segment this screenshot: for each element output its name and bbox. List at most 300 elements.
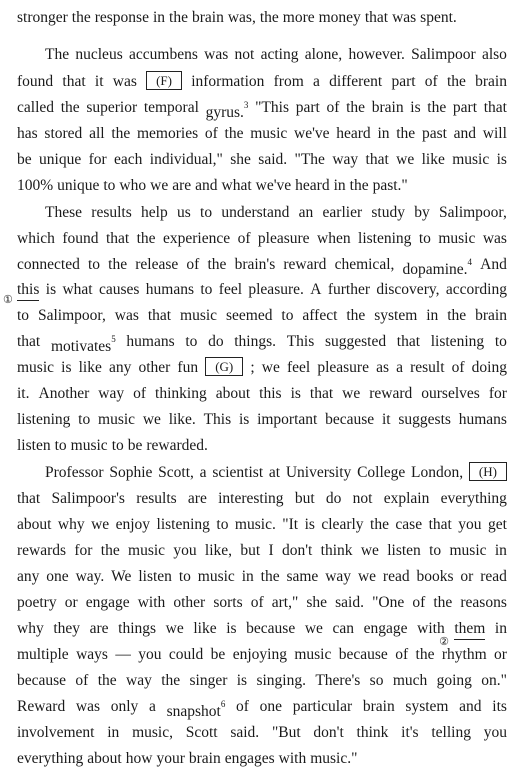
word: we [150, 177, 169, 194]
word: is [410, 99, 421, 116]
word: the [161, 672, 181, 689]
word: was [114, 307, 139, 324]
word: to [54, 437, 67, 454]
word: A [310, 281, 322, 298]
text-line [17, 255, 507, 280]
word: spent. [420, 9, 457, 26]
word: so [369, 672, 384, 689]
word: listen [17, 437, 51, 454]
word: will [482, 125, 507, 142]
word: one [259, 698, 283, 715]
word: engage [363, 620, 408, 637]
word: Salimpoor [411, 46, 476, 63]
word: suggested [324, 333, 387, 350]
word: to [200, 281, 213, 298]
word: the [447, 307, 467, 324]
word: for [88, 151, 107, 168]
word: humans [126, 333, 175, 350]
word: These [45, 204, 83, 221]
word: listening [430, 333, 485, 350]
text-line [45, 203, 507, 223]
word: why [57, 516, 85, 533]
word: scientist [212, 464, 264, 481]
word: way [332, 151, 359, 168]
word: the [259, 9, 279, 26]
word: the [60, 99, 80, 116]
word: it [381, 411, 391, 428]
word: music [17, 359, 55, 376]
word: it's [401, 724, 419, 741]
word: music [294, 646, 332, 663]
word: same [286, 568, 319, 585]
word: do [208, 333, 224, 350]
word: is [236, 672, 248, 689]
word: stored [44, 125, 83, 142]
word: a [148, 698, 156, 715]
underline-number-marker: ② [439, 636, 449, 648]
word: what [221, 177, 252, 194]
word: however. [348, 46, 405, 63]
word: way. [75, 568, 105, 585]
word: she [230, 151, 251, 168]
word: because [17, 672, 67, 689]
word: stronger [17, 9, 68, 26]
word: but [294, 490, 315, 507]
word: discovery, [376, 281, 440, 298]
word: engages [224, 750, 275, 767]
footnote-mark: 3 [243, 100, 249, 110]
word: the [415, 646, 435, 663]
word: only [110, 698, 139, 715]
word: about [215, 385, 251, 402]
word: causes [98, 281, 140, 298]
word: was [482, 230, 507, 247]
word: think [356, 724, 389, 741]
word: we [142, 411, 161, 428]
word: each [114, 151, 143, 168]
word: system [374, 307, 418, 324]
footnote-mark: 4 [467, 257, 473, 267]
text-line [17, 515, 507, 535]
word: response [94, 9, 149, 26]
word: London, [411, 464, 464, 481]
word: interesting [218, 490, 284, 507]
word: system [405, 698, 449, 715]
word: from [273, 73, 304, 90]
word: any [17, 568, 40, 585]
word: fun [177, 359, 199, 376]
word: brain [475, 73, 507, 90]
word: that [62, 73, 86, 90]
word: humans [145, 281, 194, 298]
word: we [342, 385, 361, 402]
word: part [452, 99, 478, 116]
word: to [200, 204, 213, 221]
text-line [17, 645, 507, 665]
word: Salimpoor, [439, 204, 507, 221]
word: music [128, 542, 166, 559]
word: of [395, 646, 409, 663]
word: in [494, 620, 507, 637]
word: enjoying [232, 646, 287, 663]
word: individual," [149, 151, 223, 168]
word: in [107, 724, 120, 741]
word: about [87, 750, 122, 767]
word: And [480, 256, 507, 273]
word: telling [431, 724, 471, 741]
footnote-mark: 5 [111, 334, 116, 344]
word: the [446, 73, 466, 90]
word: that [147, 307, 172, 324]
word: we [261, 359, 280, 376]
text-line [17, 8, 507, 28]
word: going [436, 672, 472, 689]
word: of [250, 594, 264, 611]
word: we [357, 568, 377, 585]
word: nucleus [75, 46, 123, 63]
text-line [17, 541, 507, 561]
word: in [426, 307, 439, 324]
word: who [119, 177, 147, 194]
word: of [236, 698, 249, 715]
word: all [89, 125, 105, 142]
word: your [156, 750, 185, 767]
word: that [483, 99, 507, 116]
underlined-word: this [17, 280, 39, 301]
word: you [458, 516, 482, 533]
word: like, [204, 542, 233, 559]
word: other [138, 359, 171, 376]
word: to [78, 411, 91, 428]
answer-blank-box: (G) [205, 357, 243, 376]
word: doing [471, 359, 507, 376]
word: that [428, 516, 452, 533]
word: the [433, 594, 453, 611]
word: is [290, 385, 301, 402]
word: rewarded. [146, 437, 208, 454]
word: and [459, 698, 482, 715]
text-line [17, 229, 507, 249]
word: results [136, 490, 177, 507]
word: music [449, 542, 487, 559]
word: music [180, 307, 218, 324]
answer-blank-box: (F) [146, 71, 182, 90]
word: art," [271, 594, 299, 611]
word: singer [189, 672, 228, 689]
word: singing. [256, 672, 306, 689]
text-line [17, 358, 507, 378]
word: pleasure [257, 230, 310, 247]
word: are [89, 620, 109, 637]
word: music, [132, 724, 173, 741]
word: way [126, 672, 152, 689]
word: ourselves [421, 385, 480, 402]
word: but [240, 542, 261, 559]
word: brain's [234, 256, 276, 273]
text-line [17, 384, 507, 404]
word: according [445, 281, 507, 298]
word: that [17, 490, 41, 507]
word: a [396, 359, 403, 376]
word: was, [227, 9, 256, 26]
word: to [418, 230, 431, 247]
word: can [332, 620, 355, 637]
word: brain [191, 9, 224, 26]
word: heard [295, 177, 330, 194]
word: which [17, 230, 55, 247]
word: or [494, 646, 507, 663]
word: rewards [17, 542, 67, 559]
word: listening [358, 230, 412, 247]
word: past [421, 125, 447, 142]
word: to [216, 516, 229, 533]
word: you [138, 646, 162, 663]
word: with [137, 594, 166, 611]
word: ways [76, 646, 108, 663]
word: of [412, 594, 426, 611]
word: memories [137, 125, 199, 142]
word: any [108, 359, 132, 376]
text-line [17, 124, 507, 144]
word: everything [440, 490, 507, 507]
word: feel [218, 281, 243, 298]
word: to [494, 333, 507, 350]
word: engage [85, 594, 130, 611]
word: in [377, 125, 390, 142]
word: is [61, 359, 72, 376]
word: "It [282, 516, 299, 533]
word: said. [335, 594, 364, 611]
word: was [75, 698, 101, 715]
text-line [17, 749, 507, 769]
word: an [298, 204, 314, 221]
word: music. [234, 516, 276, 533]
word: thinking [155, 385, 207, 402]
word: like [421, 151, 445, 168]
word: could [168, 646, 204, 663]
word: is [45, 281, 57, 298]
text-line [45, 45, 507, 65]
answer-blank-box: (H) [469, 462, 507, 481]
word: connected [17, 256, 80, 273]
word: of [237, 230, 251, 247]
word: because [325, 411, 375, 428]
word: that [17, 333, 41, 350]
word: has [17, 125, 38, 142]
word: in [494, 542, 507, 559]
word: like. [168, 411, 196, 428]
word: and [195, 177, 218, 194]
word: ; [250, 359, 255, 376]
word: 100% [17, 177, 54, 194]
word: snapshot$^6$ [166, 699, 226, 721]
word: on." [481, 672, 507, 689]
word: the [370, 516, 389, 533]
word: the [260, 568, 280, 585]
word: be [17, 151, 32, 168]
word: at [268, 464, 281, 481]
word: books [416, 568, 454, 585]
word: music [197, 568, 235, 585]
word: the [427, 99, 447, 116]
word: music [250, 125, 288, 142]
word: the [108, 256, 128, 273]
word: the [224, 125, 244, 142]
word: Scott, [158, 464, 194, 481]
word: and [453, 125, 477, 142]
text-line [17, 72, 507, 92]
word: like [78, 359, 102, 376]
word: or [460, 568, 474, 585]
word: things. [234, 333, 277, 350]
text-line [45, 463, 507, 483]
word: "One [372, 594, 405, 611]
word: help [141, 204, 168, 221]
word: particular [292, 698, 353, 715]
word: with [278, 750, 307, 767]
word: it [94, 73, 104, 90]
word: of [133, 385, 147, 402]
word: is [496, 151, 507, 168]
word: "The [294, 151, 325, 168]
word: study [371, 204, 405, 221]
word: the [396, 125, 416, 142]
word: further [327, 281, 370, 298]
word: to [429, 542, 442, 559]
word: clearly [321, 516, 364, 533]
word: a [313, 73, 320, 90]
word: found [62, 230, 99, 247]
word: brain [188, 750, 221, 767]
word: the [71, 9, 91, 26]
word: different [329, 73, 383, 90]
word: past." [372, 177, 408, 194]
word: unique [57, 177, 100, 194]
word: suggests [398, 411, 451, 428]
word: we [91, 516, 110, 533]
word: enjoy [115, 516, 151, 533]
text-line [17, 489, 507, 509]
word: with [417, 620, 445, 637]
word: they [53, 620, 80, 637]
word: temporal [143, 99, 199, 116]
word: get [488, 516, 507, 533]
word: are [187, 490, 207, 507]
word: we [360, 542, 379, 559]
word: humans [458, 411, 507, 428]
word: don't [281, 542, 313, 559]
word: the [207, 256, 227, 273]
underline-number-marker: ① [3, 294, 13, 306]
word: in [333, 177, 346, 194]
word: music [70, 437, 108, 454]
word: listen [387, 542, 421, 559]
word: you [483, 724, 507, 741]
text-line [17, 436, 507, 456]
word: understand [221, 204, 290, 221]
word: to [17, 307, 30, 324]
word: feel [286, 359, 311, 376]
word: to [185, 333, 198, 350]
word: brain [475, 307, 507, 324]
word: "This [255, 99, 289, 116]
word: that [364, 9, 389, 26]
word: the [100, 542, 120, 559]
word: Reward [17, 698, 66, 715]
word: way [325, 568, 352, 585]
text-line [17, 723, 507, 743]
word: earlier [322, 204, 363, 221]
word: There's [315, 672, 361, 689]
text-line [17, 306, 507, 326]
word: motivates$^5$ [50, 334, 116, 356]
word: We [111, 568, 132, 585]
word: other [173, 594, 206, 611]
word: she [306, 594, 328, 611]
word: music." [310, 750, 358, 767]
text-line [3, 280, 507, 306]
text-line [17, 410, 507, 430]
word: is [226, 620, 237, 637]
word: the [346, 99, 366, 116]
word: I [268, 542, 274, 559]
word: not [352, 490, 373, 507]
word: reasons [460, 594, 507, 611]
word: in [241, 568, 254, 585]
word: superior [86, 99, 138, 116]
word: pleasure [317, 359, 369, 376]
word: us [176, 204, 191, 221]
word: for [74, 542, 93, 559]
word: as [376, 359, 389, 376]
word: of [186, 256, 200, 273]
word: this [259, 385, 282, 402]
word: that [105, 230, 130, 247]
word: the [97, 672, 117, 689]
word: involvement [17, 724, 95, 741]
word: be [127, 437, 143, 454]
word: pleasure. [248, 281, 304, 298]
word: experience [163, 230, 231, 247]
word: is [238, 411, 250, 428]
word: said. [258, 151, 288, 168]
word: also [481, 46, 507, 63]
word: think [320, 542, 353, 559]
word: — [115, 646, 131, 663]
word: things [118, 620, 157, 637]
word: of [75, 672, 89, 689]
word: heard [336, 125, 371, 142]
word: brain [362, 698, 395, 715]
word: found [17, 73, 54, 90]
word: do [325, 490, 342, 507]
word: we've [294, 125, 330, 142]
word: sorts [213, 594, 243, 611]
word: because [246, 620, 296, 637]
text-line [17, 619, 507, 648]
word: said. [230, 724, 260, 741]
word: acting [260, 46, 299, 63]
word: when [317, 230, 351, 247]
word: be [210, 646, 226, 663]
word: of [204, 125, 218, 142]
word: was [204, 46, 229, 63]
text-line [17, 98, 507, 123]
word: dopamine.$^4$ [402, 257, 473, 279]
word: we [165, 620, 184, 637]
word: because [338, 646, 388, 663]
word: listening [17, 411, 71, 428]
